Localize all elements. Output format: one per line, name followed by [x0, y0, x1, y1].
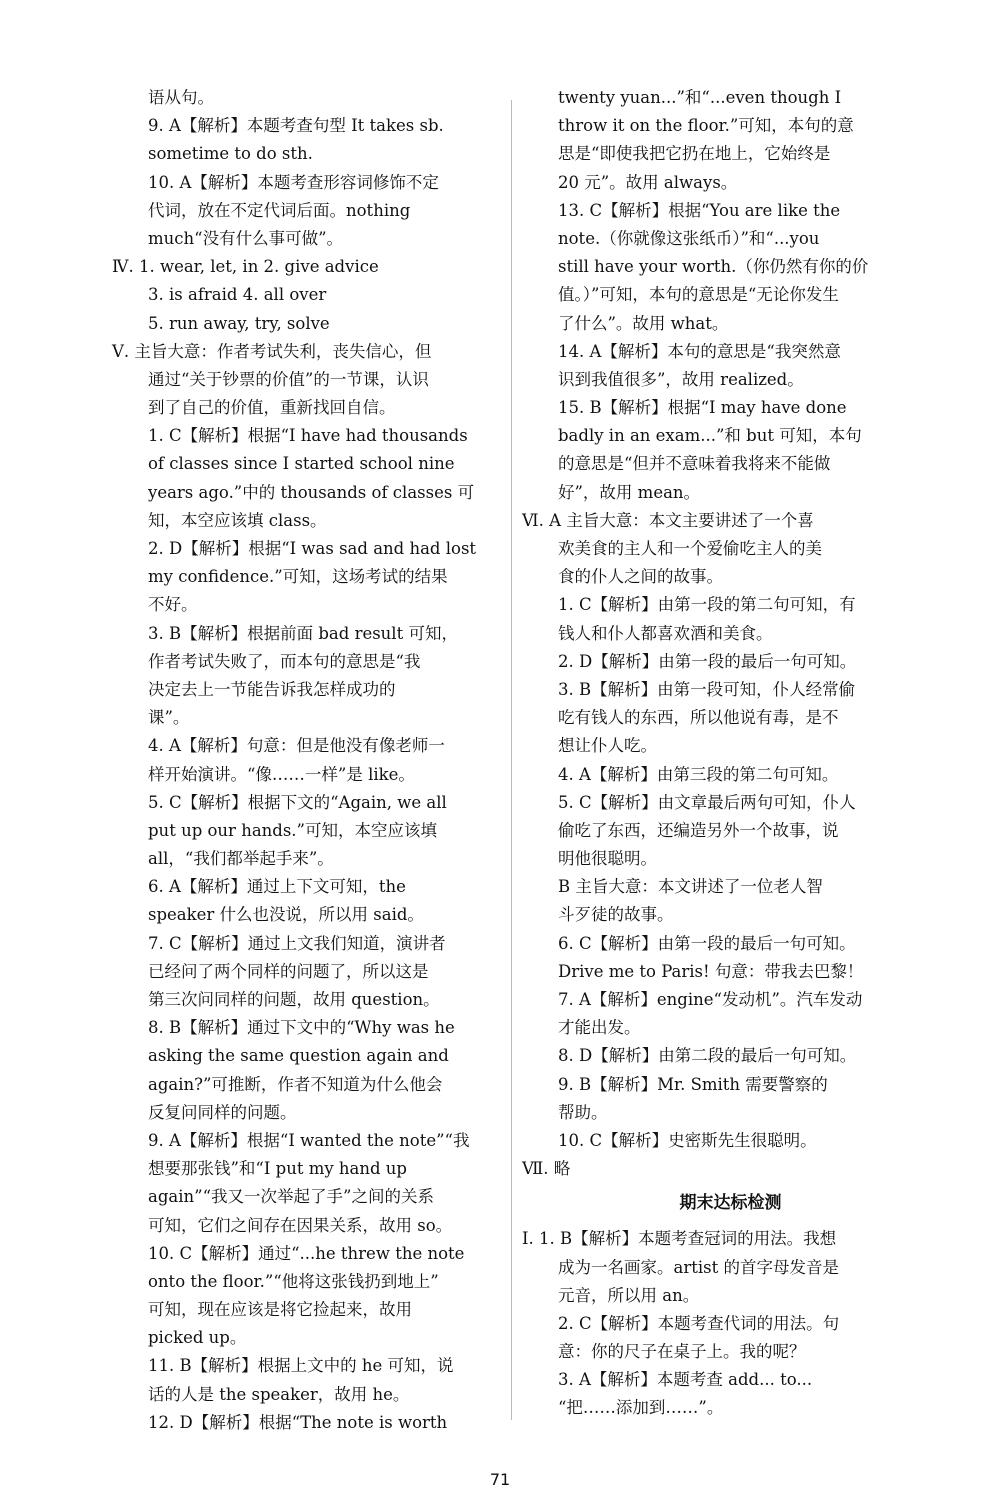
text-line: 食的仆人之间的故事。	[558, 567, 723, 587]
text-line: 钱人和仆人都喜欢酒和美食。	[558, 623, 773, 643]
text-line: 值。）”可知，本句的意思是“无论你发生	[558, 285, 839, 305]
text-line: 7. C【解析】通过上文我们知道，演讲者	[148, 933, 446, 953]
text-line: 9. B【解析】Mr. Smith 需要警察的	[558, 1074, 828, 1094]
text-line: 11. B【解析】根据上文中的 he 可知，说	[148, 1356, 454, 1376]
text-line: 决定去上一节能告诉我怎样成功的	[148, 679, 396, 699]
column-divider	[511, 100, 512, 1420]
text-line: 5. run away, try, solve	[148, 313, 330, 333]
text-line: Ⅵ. A 主旨大意：本文主要讲述了一个喜	[522, 510, 814, 530]
text-line: 作者考试失败了，而本句的意思是“我	[148, 651, 421, 671]
text-line: 偷吃了东西，还编造另外一个故事，说	[558, 820, 839, 840]
text-line: asking the same question again and	[148, 1046, 449, 1066]
text-line: 3. B【解析】根据前面 bad result 可知，	[148, 623, 458, 643]
text-line: 语从句。	[148, 88, 214, 107]
text-line: 14. A【解析】本句的意思是“我突然意	[558, 341, 841, 361]
text-line: Ⅴ. 主旨大意：作者考试失利，丧失信心，但	[112, 341, 432, 361]
text-line: 想要那张钱”和“I put my hand up	[148, 1159, 407, 1179]
text-line: 3. A【解析】本题考查 add... to...	[558, 1370, 813, 1390]
text-line: “把……添加到……”。	[558, 1398, 724, 1418]
text-line: 课”。	[148, 708, 190, 728]
text-line: 2. C【解析】本题考查代词的用法。句	[558, 1313, 840, 1333]
text-line: 20 元”。故用 always。	[558, 172, 738, 192]
text-line: 可知，它们之间存在因果关系，故用 so。	[148, 1215, 453, 1235]
text-line: 10. A【解析】本题考查形容词修饰不定	[148, 172, 439, 192]
text-line: 的意思是“但并不意味着我将来不能做	[558, 454, 831, 474]
text-line: 9. A【解析】根据“I wanted the note”“我	[148, 1130, 470, 1150]
text-line: 思是“即使我把它扔在地上，它始终是	[558, 144, 831, 164]
text-line: 才能出发。	[558, 1018, 641, 1038]
right-answers-part-b	[522, 1225, 903, 1422]
text-line: years ago.”中的 thousands of classes 可	[148, 482, 475, 502]
text-line: 反复问同样的问题。	[148, 1102, 297, 1122]
text-line: 意：你的尺子在桌子上。我的呢？	[558, 1342, 806, 1362]
text-line: 10. C【解析】史密斯先生很聪明。	[558, 1130, 817, 1150]
text-line: 1. C【解析】由第一段的第二句可知，有	[558, 595, 856, 615]
text-line: 通过“关于钞票的价值”的一节课，认识	[148, 369, 429, 389]
text-line: my confidence.”可知，这场考试的结果	[148, 567, 448, 587]
text-line: 帮助。	[558, 1102, 608, 1122]
text-line: badly in an exam...”和 but 可知，本句	[558, 426, 862, 446]
text-line: 5. C【解析】由文章最后两句可知，仆人	[558, 792, 856, 812]
text-line: 好”，故用 mean。	[558, 482, 701, 502]
text-line: 吃有钱人的东西，所以他说有毒，是不	[558, 708, 839, 728]
text-line: 欢美食的主人和一个爱偷吃主人的美	[558, 539, 822, 558]
text-line: 3. B【解析】由第一段可知，仆人经常偷	[558, 679, 856, 699]
text-line: 2. D【解析】由第一段的最后一句可知。	[558, 651, 857, 671]
text-line: put up our hands.”可知，本空应该填	[148, 820, 437, 840]
text-line: 8. D【解析】由第二段的最后一句可知。	[558, 1046, 857, 1066]
text-line: speaker 什么也没说，所以用 said。	[148, 905, 424, 925]
text-line: 斗歹徒的故事。	[558, 905, 674, 925]
text-line: 元音，所以用 an。	[558, 1285, 700, 1305]
text-line: again”“我又一次举起了手”之间的关系	[148, 1187, 434, 1207]
text-line: 4. A【解析】由第三段的第二句可知。	[558, 764, 839, 784]
text-line: sometime to do sth.	[148, 144, 313, 164]
section-title: 期末达标检测	[679, 1193, 782, 1214]
right-answers-part-a	[522, 84, 903, 1183]
text-line: 成为一名画家。artist 的首字母发音是	[558, 1257, 839, 1277]
text-line: 到了自己的价值，重新找回自信。	[148, 398, 396, 418]
text-line: still have your worth.（你仍然有你的价	[558, 257, 869, 277]
text-line: 10. C【解析】通过“...he threw the note	[148, 1243, 465, 1263]
text-line: 了什么”。故用 what。	[558, 313, 729, 333]
text-line: Ⅰ. 1. B【解析】本题考查冠词的用法。我想	[522, 1229, 837, 1249]
text-line: Drive me to Paris! 句意：带我去巴黎！	[558, 961, 864, 981]
text-line: 2. D【解析】根据“I was sad and had lost	[148, 539, 477, 558]
text-line: 6. C【解析】由第一段的最后一句可知。	[558, 933, 856, 953]
text-line: 第三次问同样的问题，故用 question。	[148, 990, 440, 1009]
text-line: all，“我们都举起手来”。	[148, 849, 334, 869]
text-line: 6. A【解析】通过上下文可知，the	[148, 877, 406, 897]
text-line: 可知，现在应该是将它捡起来，故用	[148, 1300, 412, 1320]
text-line: picked up。	[148, 1328, 247, 1348]
text-line: 3. is afraid 4. all over	[148, 285, 327, 305]
text-line: much“没有什么事可做”。	[148, 228, 344, 248]
text-line: 代词，放在不定代词后面。nothing	[148, 200, 411, 220]
text-line: 1. C【解析】根据“I have had thousands	[148, 426, 468, 446]
page-number: 71	[489, 1470, 511, 1489]
text-line: 15. B【解析】根据“I may have done	[558, 398, 847, 418]
text-line: of classes since I started school nine	[148, 454, 455, 474]
text-line: 想让仆人吃。	[558, 736, 657, 756]
text-line: twenty yuan...”和“...even though I	[558, 88, 842, 107]
text-line: note.（你就像这张纸币）”和“...you	[558, 228, 820, 248]
text-line: 识到我值很多”，故用 realized。	[558, 369, 804, 389]
right-column	[522, 84, 903, 1423]
text-line: 8. B【解析】通过下文中的“Why was he	[148, 1018, 455, 1038]
text-line: B 主旨大意：本文讲述了一位老人智	[558, 877, 823, 897]
text-line: 9. A【解析】本题考查句型 It takes sb.	[148, 116, 444, 136]
text-line: 明他很聪明。	[558, 849, 657, 869]
text-line: 4. A【解析】句意：但是他没有像老师一	[148, 736, 445, 756]
text-line: Ⅳ. 1. wear, let, in 2. give advice	[112, 257, 379, 277]
text-line: 已经问了两个同样的问题了，所以这是	[148, 961, 429, 981]
text-line: 13. C【解析】根据“You are like the	[558, 200, 841, 220]
left-column	[112, 84, 493, 1437]
text-line: again?”可推断，作者不知道为什么他会	[148, 1074, 443, 1094]
text-line: throw it on the floor.”可知，本句的意	[558, 116, 854, 136]
text-line: 不好。	[148, 595, 198, 615]
text-line: Ⅶ. 略	[522, 1159, 571, 1179]
text-line: 7. A【解析】engine“发动机”。汽车发动	[558, 990, 863, 1009]
text-line: 5. C【解析】根据下文的“Again, we all	[148, 792, 447, 812]
text-line: 知，本空应该填 class。	[148, 510, 327, 530]
text-line: 话的人是 the speaker，故用 he。	[148, 1384, 410, 1404]
text-line: 12. D【解析】根据“The note is worth	[148, 1412, 448, 1432]
text-line: onto the floor.”“他将这张钱扔到地上”	[148, 1271, 439, 1291]
text-line: 样开始演讲。“像……一样”是 like。	[148, 764, 415, 784]
